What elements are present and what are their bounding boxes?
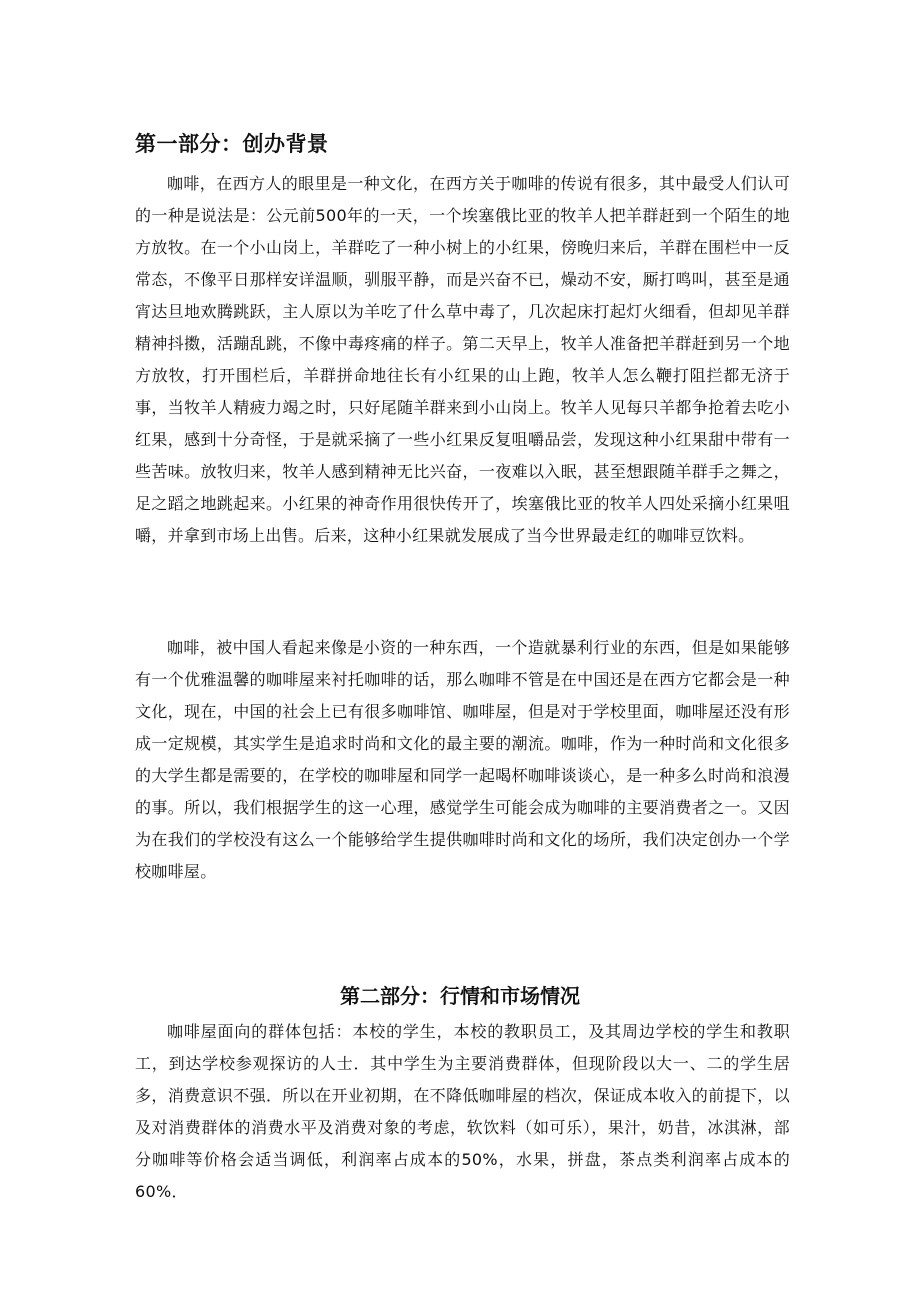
section2-paragraph-1: 咖啡屋面向的群体包括：本校的学生，本校的教职员工，及其周边学校的学生和教职工，到达学校参观探访的人士．其中学生为主要消费群体，但现阶段以大一、二的学生居多，消费意识不强．所以在开业初期，在不降低咖啡屋的档次，保证成本收入的前提下，以及对消费群体的消费水平及消费对象的考虑，软饮料（如可乐），果汁，奶昔，冰淇淋，部分咖啡等价格会适当调低，利润率占成本的50%，水果，拼盘，茶点类利润率占成本的60%． [135,1022,790,1201]
section1-paragraph-1: 咖啡，在西方人的眼里是一种文化，在西方关于咖啡的传说有很多，其中最受人们认可的一种是说法是：公元前500年的一天，一个埃塞俄比亚的牧羊人把羊群赶到一个陌生的地方放牧。在一个小山岗上，羊群吃了一种小树上的小红果，傍晚归来后，羊群在围栏中一反常态，不像平日那样安详温顺，驯服平静，而是兴奋不已，燥动不安，厮打鸣叫，甚至是通宵达旦地欢腾跳跃，主人原以为羊吃了什么草中毒了，几次起床打起灯火细看，但却见羊群精神抖擞，活蹦乱跳，不像中毒疼痛的样子。第二天早上，牧羊人准备把羊群赶到另一个地方放牧，打开围栏后，羊群拼命地往长有小红果的山上跑，牧羊人怎么鞭打阻拦都无济于事，当牧羊人精疲力竭之时，只好尾随羊群来到小山岗上。牧羊人见每只羊都争抢着去吃小红果，感到十分奇怪，于是就采摘了一些小红果反复咀嚼品尝，发现这种小红果甜中带有一些苦味。放牧归来，牧羊人感到精神无比兴奋，一夜难以入眠，甚至想跟随羊群手之舞之，足之蹈之地跳起来。小红果的神奇作用很快传开了，埃塞俄比亚的牧羊人四处采摘小红果咀嚼，并拿到市场上出售。后来，这种小红果就发展成了当今世界最走红的咖啡豆饮料。 [135,174,790,545]
section1-heading: 第一部分：创办背景 [135,132,329,156]
section2-heading: 第二部分：行情和市场情况 [340,984,580,1008]
section1-paragraph-2: 咖啡，被中国人看起来像是小资的一种东西，一个造就暴利行业的东西，但是如果能够有一个优雅温馨的咖啡屋来衬托咖啡的话，那么咖啡不管是在中国还是在西方它都会是一种文化，现在，中国的社会上已有很多咖啡馆、咖啡屋，但是对于学校里面，咖啡屋还没有形成一定规模，其实学生是追求时尚和文化的最主要的潮流。咖啡，作为一种时尚和文化很多的大学生都是需要的，在学校的咖啡屋和同学一起喝杯咖啡谈谈心，是一种多么时尚和浪漫的事。所以，我们根据学生的这一心理，感觉学生可能会成为咖啡的主要消费者之一。又因为在我们的学校没有这么一个能够给学生提供咖啡时尚和文化的场所，我们决定创办一个学校咖啡屋。 [135,638,790,881]
